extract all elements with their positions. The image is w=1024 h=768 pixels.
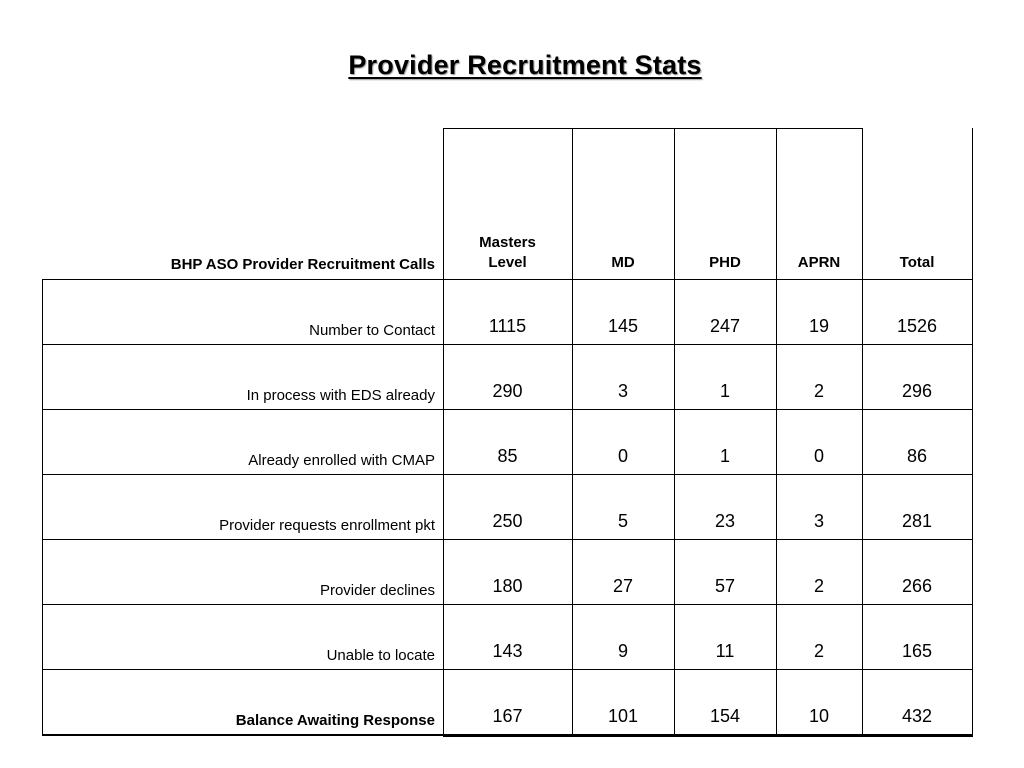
table-cell: 0 — [813, 446, 824, 466]
table-cell: 180 — [492, 576, 523, 596]
grid-hline — [42, 604, 973, 605]
table-cell: 281 — [901, 511, 933, 531]
row-header-label: BHP ASO Provider Recruitment Calls — [170, 256, 435, 273]
grid-top-line — [443, 128, 863, 129]
table-cell: 296 — [901, 381, 933, 401]
table-cell: 9 — [617, 641, 628, 661]
grid-hline — [42, 344, 973, 345]
grid-vline — [572, 128, 573, 735]
table-cell: 143 — [492, 641, 523, 661]
table-cell: 2 — [813, 576, 824, 596]
row-label: Balance Awaiting Response — [235, 712, 435, 729]
row-label: Number to Contact — [309, 322, 435, 339]
table-cell: 165 — [901, 641, 933, 661]
column-header: PHD — [709, 254, 741, 271]
table-cell: 432 — [901, 706, 933, 726]
table-cell: 1115 — [488, 316, 527, 336]
table-cell: 154 — [709, 706, 741, 726]
column-header: Total — [899, 254, 935, 271]
row-label: Unable to locate — [326, 647, 435, 664]
table-cell: 1526 — [896, 316, 938, 336]
table-cell: 145 — [607, 316, 639, 336]
grid-vline — [862, 128, 863, 735]
grid-bottom-line — [443, 734, 973, 737]
page-title: Provider Recruitment Stats — [348, 50, 702, 80]
table-cell: 5 — [617, 511, 628, 531]
grid-hline — [42, 279, 973, 280]
table-cell: 19 — [808, 316, 830, 336]
table-cell: 10 — [808, 706, 830, 726]
table-cell: 23 — [714, 511, 736, 531]
table-cell: 57 — [714, 576, 736, 596]
grid-vline — [674, 128, 675, 735]
table-cell: 3 — [617, 381, 628, 401]
table-cell: 2 — [813, 381, 824, 401]
row-label: In process with EDS already — [246, 387, 435, 404]
table-cell: 27 — [612, 576, 634, 596]
grid-hline — [42, 669, 973, 670]
table-cell: 247 — [709, 316, 741, 336]
grid-hline — [42, 409, 973, 410]
table-cell: 11 — [715, 641, 735, 661]
column-header: MD — [611, 254, 635, 271]
table-cell: 85 — [497, 446, 518, 466]
row-label: Provider declines — [319, 582, 435, 599]
column-header: APRN — [797, 254, 841, 271]
row-label: Already enrolled with CMAP — [248, 452, 435, 469]
table-cell: 167 — [492, 706, 523, 726]
table-cell: 1 — [719, 381, 730, 401]
table-cell: 3 — [813, 511, 824, 531]
grid-vline — [776, 128, 777, 735]
table-cell: 2 — [813, 641, 824, 661]
grid-vline-left — [42, 279, 43, 734]
grid-vline-right — [972, 128, 973, 736]
table-cell: 266 — [901, 576, 933, 596]
table-cell: 0 — [617, 446, 628, 466]
table-cell: 101 — [607, 706, 639, 726]
table-cell: 86 — [906, 446, 928, 466]
table-cell: 1 — [719, 446, 730, 466]
grid-hline — [42, 474, 973, 475]
column-header: Masters Level — [479, 234, 536, 271]
grid-hline — [42, 539, 973, 540]
row-label: Provider requests enrollment pkt — [219, 517, 435, 534]
grid-vline — [443, 128, 444, 735]
table-cell: 250 — [492, 511, 523, 531]
table-cell: 290 — [492, 381, 523, 401]
